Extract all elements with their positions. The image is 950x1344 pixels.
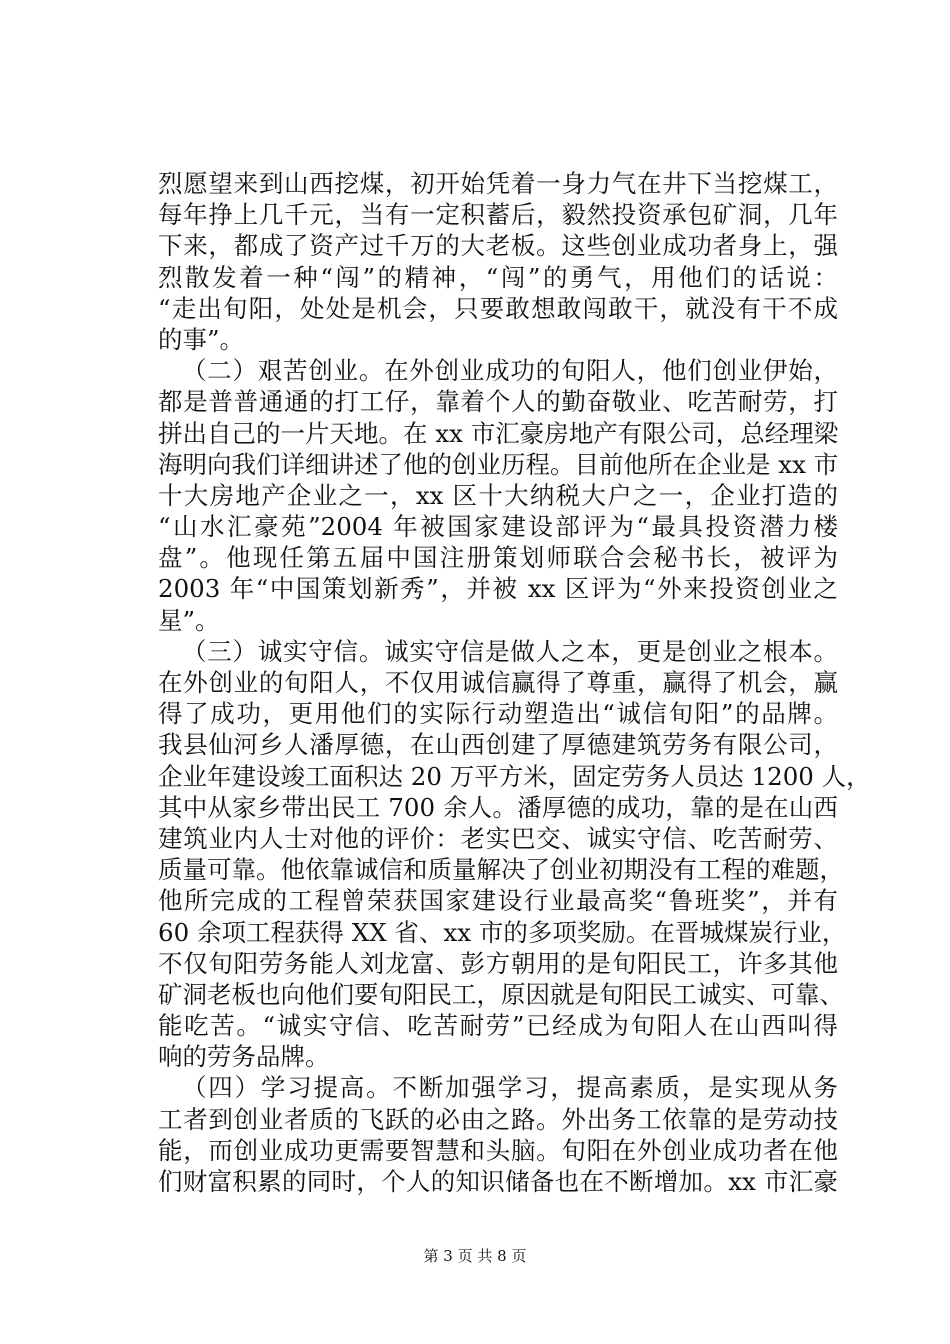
page-footer: 第 3 页 共 8 页 (423, 1247, 527, 1265)
text-line: 烈散发着一种“闯”的精神，“闯”的勇气，用他们的话说： (158, 262, 838, 292)
text-line: 下来，都成了资产过千万的大老板。这些创业成功者身上，强 (158, 231, 838, 261)
text-line: 企业年建设竣工面积达 20 万平方米，固定劳务人员达 1200 人， (158, 761, 871, 791)
text-line: 不仅旬阳劳务能人刘龙富、彭方朝用的是旬阳民工，许多其他 (158, 948, 838, 978)
text-line: 能，而创业成功更需要智慧和头脑。旬阳在外创业成功者在他 (158, 1135, 838, 1165)
text-line: 都是普普通通的打工仔，靠着个人的勤奋敬业、吃苦耐劳，打 (158, 387, 838, 417)
text-line: 矿洞老板也向他们要旬阳民工，原因就是旬阳民工诚实、可靠、 (158, 979, 844, 1009)
text-line: （四）学习提高。不断加强学习，提高素质，是实现从务 (182, 1073, 838, 1103)
body-text (158, 168, 871, 1197)
text-line: （三）诚实守信。诚实守信是做人之本，更是创业之根本。 (182, 636, 838, 666)
text-line: 十大房地产企业之一，xx 区十大纳税大户之一，企业打造的 (158, 480, 838, 510)
text-line: 60 余项工程获得 XX 省、xx 市的多项奖励。在晋城煤炭行业， (158, 917, 847, 947)
text-line: 他所完成的工程曾荣获国家建设行业最高奖“鲁班奖”，并有 (158, 886, 838, 916)
text-line: 烈愿望来到山西挖煤，初开始凭着一身力气在井下当挖煤工， (158, 169, 838, 198)
text-line: 星”。 (158, 605, 220, 635)
text-line: 每年挣上几千元，当有一定积蓄后，毅然投资承包矿洞，几年 (158, 200, 838, 230)
text-line: 质量可靠。他依靠诚信和质量解决了创业初期没有工程的难题， (158, 855, 844, 885)
text-line: 我县仙河乡人潘厚德，在山西创建了厚德建筑劳务有限公司， (158, 730, 838, 760)
text-line: 建筑业内人士对他的评价：老实巴交、诚实守信、吃苦耐劳、 (158, 823, 838, 853)
text-line: 拼出自己的一片天地。在 xx 市汇豪房地产有限公司，总经理梁 (158, 418, 839, 448)
text-line: “走出旬阳，处处是机会，只要敢想敢闯敢干，就没有干不成 (158, 293, 838, 323)
text-line: 海明向我们详细讲述了他的创业历程。目前他所在企业是 xx 市 (158, 449, 839, 479)
text-line: 们财富积累的同时，个人的知识储备也在不断增加。xx 市汇豪 (158, 1167, 838, 1196)
text-line: （二）艰苦创业。在外创业成功的旬阳人，他们创业伊始， (182, 356, 838, 386)
text-line: 2003 年“中国策划新秀”，并被 xx 区评为“外来投资创业之 (158, 574, 838, 604)
text-line: “山水汇豪苑”2004 年被国家建设部评为“最具投资潜力楼 (158, 512, 838, 542)
text-line: 其中从家乡带出民工 700 余人。潘厚德的成功，靠的是在山西 (158, 792, 838, 822)
text-line: 盘”。他现任第五届中国注册策划师联合会秘书长，被评为 (158, 543, 838, 573)
text-line: 得了成功，更用他们的实际行动塑造出“诚信旬阳”的品牌。 (158, 699, 838, 729)
text-line: 能吃苦。“诚实守信、吃苦耐劳”已经成为旬阳人在山西叫得 (158, 1011, 838, 1041)
text-line: 在外创业的旬阳人，不仅用诚信赢得了尊重，赢得了机会，赢 (158, 668, 838, 697)
text-line: 的事”。 (158, 324, 245, 354)
text-line: 工者到创业者质的飞跃的必由之路。外出务工依靠的是劳动技 (158, 1104, 838, 1134)
text-line: 响的劳务品牌。 (158, 1042, 330, 1072)
